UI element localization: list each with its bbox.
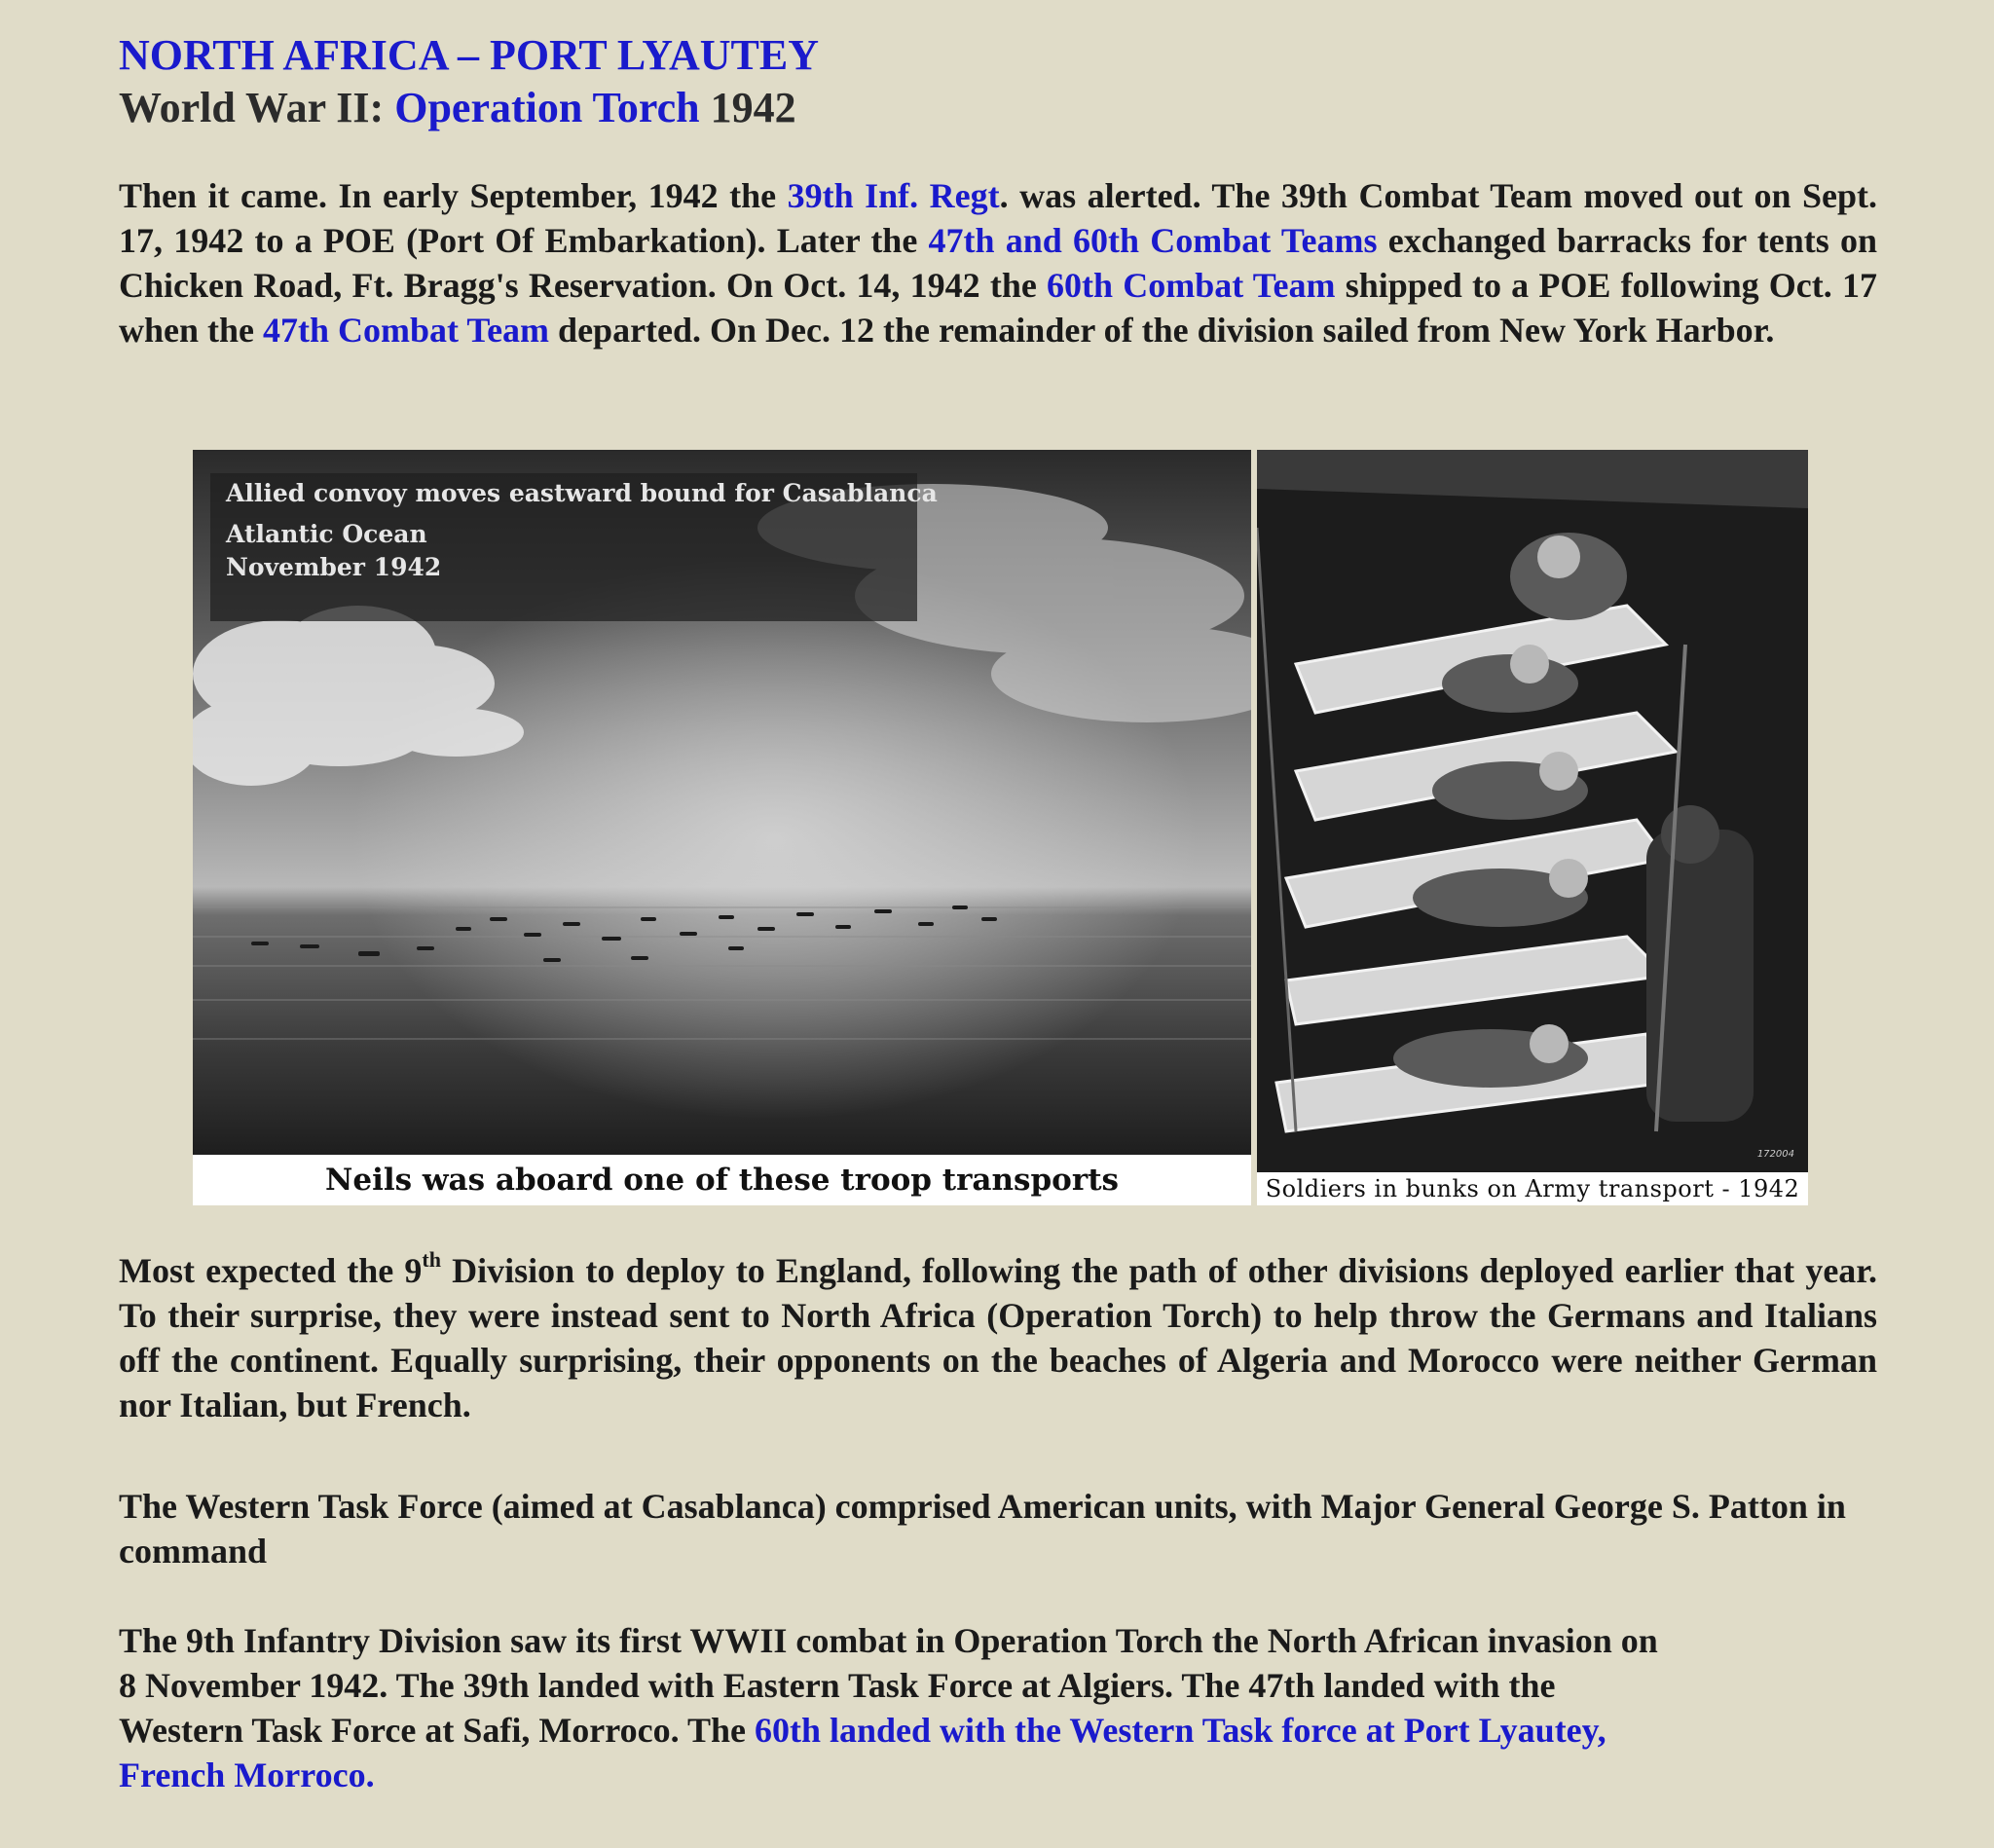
47th-60th-combat-teams-link[interactable]: 47th and 60th Combat Teams: [928, 221, 1378, 260]
photo-stamp: 172004: [1756, 1149, 1794, 1160]
page-title: NORTH AFRICA – PORT LYAUTEY: [119, 31, 819, 79]
intro-text-5: departed. On Dec. 12 the remainder of the division sailed from New York Harbor.: [549, 311, 1775, 350]
french-morroco-link[interactable]: French Morroco.: [119, 1756, 375, 1794]
convoy-caption: Neils was aboard one of these troop transports: [325, 1163, 1119, 1198]
combat-line-1: The 9th Infantry Division saw its first WWII combat in Operation Torch the North African invasion on: [119, 1621, 1658, 1660]
deployment-text-2: Division to deploy to England, following the path of other divisions deployed earlier that year. To their surprise, they were instead sent to North Africa (Operation Torch) to help throw the Germans and Italians off the continent. Equally surprising, their opponents on the beaches of Algeria and Morocco were neither German nor Italian, but French.: [119, 1251, 1877, 1424]
deployment-text-1: Most expected the 9: [119, 1251, 423, 1290]
combat-line-2: 8 November 1942. The 39th landed with Eastern Task Force at Algiers. The 47th landed with the: [119, 1666, 1556, 1705]
intro-text-2: . was alerted. The 39th Combat Team moved out on Sept. 17, 1942 to a POE (Port Of Embarkation). Later the: [119, 176, 1877, 260]
ordinal-superscript: th: [422, 1247, 441, 1272]
39th-inf-regt-link[interactable]: 39th Inf. Regt: [787, 176, 1000, 215]
combat-line-3: Western Task Force at Safi, Morroco. The: [119, 1711, 755, 1750]
overlay-line-3: November 1942: [226, 553, 442, 581]
overlay-line-2: Atlantic Ocean: [226, 520, 427, 548]
bunks-photo: [1257, 450, 1808, 1172]
bunks-figure: [1257, 450, 1808, 1205]
convoy-figure: [193, 450, 1251, 1205]
figure-row: [193, 450, 1808, 1205]
intro-text-4: shipped to a POE following Oct. 17 when the: [119, 266, 1877, 350]
combat-paragraph: [119, 1618, 1877, 1797]
intro-text-3: exchanged barracks for tents on Chicken Road, Ft. Bragg's Reservation. On Oct. 14, 1942 the: [119, 221, 1878, 305]
task-force-paragraph: The Western Task Force (aimed at Casablanca) comprised American units, with Major General George S. Patton in command: [119, 1487, 1846, 1571]
convoy-photo: [193, 450, 1251, 1155]
convoy-overlay-caption: [210, 473, 938, 621]
47th-combat-team-link[interactable]: 47th Combat Team: [263, 311, 550, 350]
deployment-paragraph: [119, 1248, 1877, 1427]
intro-text-1: Then it came. In early September, 1942 the: [119, 176, 788, 215]
operation-torch-link[interactable]: Operation Torch: [394, 84, 700, 131]
page-content: [119, 29, 1878, 1794]
overlay-line-1: Allied convoy moves eastward bound for Casablanca: [226, 479, 938, 507]
60th-landing-link[interactable]: 60th landed with the Western Task force at Port Lyautey,: [754, 1711, 1606, 1750]
page-subtitle: [119, 82, 1877, 134]
subtitle-prefix: World War II:: [119, 84, 395, 131]
60th-combat-team-link[interactable]: 60th Combat Team: [1047, 266, 1336, 305]
intro-paragraph: [119, 173, 1877, 352]
bunks-caption: Soldiers in bunks on Army transport - 1942: [1265, 1175, 1800, 1202]
subtitle-suffix: 1942: [699, 84, 796, 131]
